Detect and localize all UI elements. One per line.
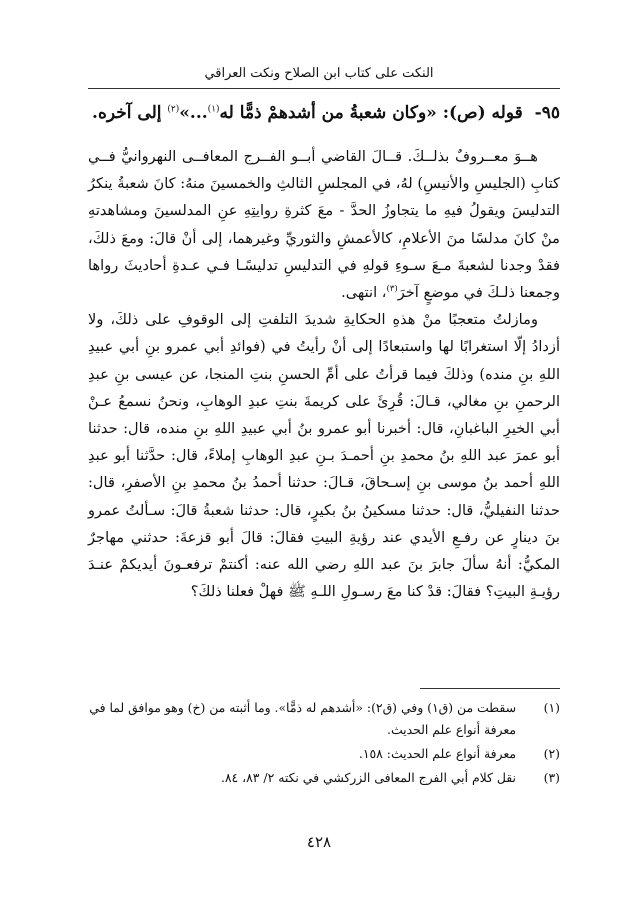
body-paragraph bbox=[88, 143, 560, 306]
paragraph-text: ومازلتُ متعجبًا منْ هذهِ الحكايةِ شديدَ التلفتِ إلى الوقوفِ على ذلكَ، ولا أزدادُ إلّا استغرابًا لها واستبعادًا إلى أنْ رأيتُ في (فوائدِ أبي عمرو بنِ أبي عبيدِ اللهِ بنِ منده) وذلكَ فيما قرأتُ على أمِّ الحسنِ بنتِ المنجا، عن عيسى بنِ عبدِ الرحمنِ بنِ مغالي، قـالَ: قُرِئَ على كريمةَ بنتِ عبدِ الوهابِ، ونحنُ نسمعُ عـنْ أبي الخيرِ الباغبانِ، قال: أخبرنا أبو عمرو بنُ أبي عبيدِ اللهِ بنِ منده، قال: حدثنا أبو عمرَ عبد اللهِ بنُ محمدِ بنِ أحمـدَ بـنِ عبدِ الوهابِ إملاءً، قال: حدَّثنا أبو عبدِ اللهِ أحمد بنُ موسى بنِ إسـحاقَ، قـالَ: حدثنا أحمدُ بنُ محمدِ بنِ الأصفرِ، قال: حدثنا النفيليُّ، قال: حدثنا مسكينُ بنُ بكيرٍ، قال: حدثنا شعبةُ قالَ: سـألتُ عمرو بنَ دينارٍ عن رفـعِ الأيدي عند رؤيةِ البيتِ فقالَ: قالَ أبو قزعةَ: حدثني مهاجرٌ المكيُّ: أنهُ سألَ جابرَ بنَ عبد اللهِ رضي الله عنه: أكنتمْ ترفعـونَ أيديكمْ عنـدَ رؤيـةِ البيتِ؟ فقالَ: قدْ كنا معَ رسـولِ اللـهِ ﷺ فهلْ فعلنا ذلكَ؟ bbox=[88, 311, 560, 601]
footnote-number: (٢) bbox=[543, 746, 560, 761]
footnote-number: (٣) bbox=[543, 770, 560, 785]
body-paragraph bbox=[88, 306, 560, 605]
heading-footnote-ref-1: (١) bbox=[207, 104, 220, 115]
footnote-text: سقطت من (ق١) وفي (ق٢): «أشدهم له ذمًّا». وما أثبته من (خ) وهو موافق لما في معرفة أنواع علم الحديث. bbox=[89, 700, 516, 737]
heading-tail: إلى آخره. bbox=[92, 103, 168, 123]
footnote-text: معرفة أنواع علم الحديث: ١٥٨. bbox=[358, 746, 516, 761]
section-heading bbox=[88, 103, 560, 123]
paragraph-text: هــوَ معــروفٌ بذلــكَ. قــالَ القاضي أبــو الفــرج المعافــى النهروانيُّ فــي كتابِ (الجليسِ والأنيسِ) لهُ، في المجلسِ الثالثِ والخمسينَ منهُ: كانَ شعبةُ ينكرُ التدليسَ ويقولُ فيهِ ما يتجاوزُ الحدَّ - معَ كثرةِ روايتِهِ عنِ المدلسينَ ومشاهدتهِ منْ كانَ مدلسًا منَ الأعلامِ، كالأعمشِ والثوريِّ وغيرهما، إلى أنْ قالَ: ومعَ ذلكَ، فقدْ وجدنا لشعبةَ مـعَ سـوءِ قولهِ في التدليسِ تدليسًـا فـي عـدةِ أحاديثَ رواها وجمعنا ذلـكَ في موضعٍ آخرَ bbox=[88, 148, 560, 302]
header-rule bbox=[88, 88, 560, 89]
page-number: ٤٢٨ bbox=[306, 833, 332, 851]
heading-footnote-ref-2: (٢) bbox=[167, 104, 180, 115]
footnote-rule bbox=[420, 688, 560, 689]
section-number: ٩٥- bbox=[534, 103, 560, 123]
footnote-text: نقل كلام أبي الفرج المعافى الزركشي في نكته ٢/ ٨٣، ٨٤. bbox=[220, 770, 516, 785]
footnote bbox=[88, 767, 560, 789]
footnotes bbox=[88, 697, 560, 791]
running-head: النكت على كتاب ابن الصلاح ونكت العراقي bbox=[204, 66, 434, 81]
footnote bbox=[88, 743, 560, 765]
footnote-number: (١) bbox=[543, 700, 560, 715]
heading-ellipsis: ...» bbox=[179, 103, 208, 123]
heading-quote: قوله (ص): «وكان شعبةُ من أشدهمْ ذمًّا له bbox=[219, 103, 523, 123]
footnote-ref: (٣) bbox=[386, 284, 398, 295]
body-text bbox=[88, 143, 560, 605]
paragraph-text: ، انتهى. bbox=[341, 284, 387, 302]
footnote bbox=[88, 697, 560, 741]
